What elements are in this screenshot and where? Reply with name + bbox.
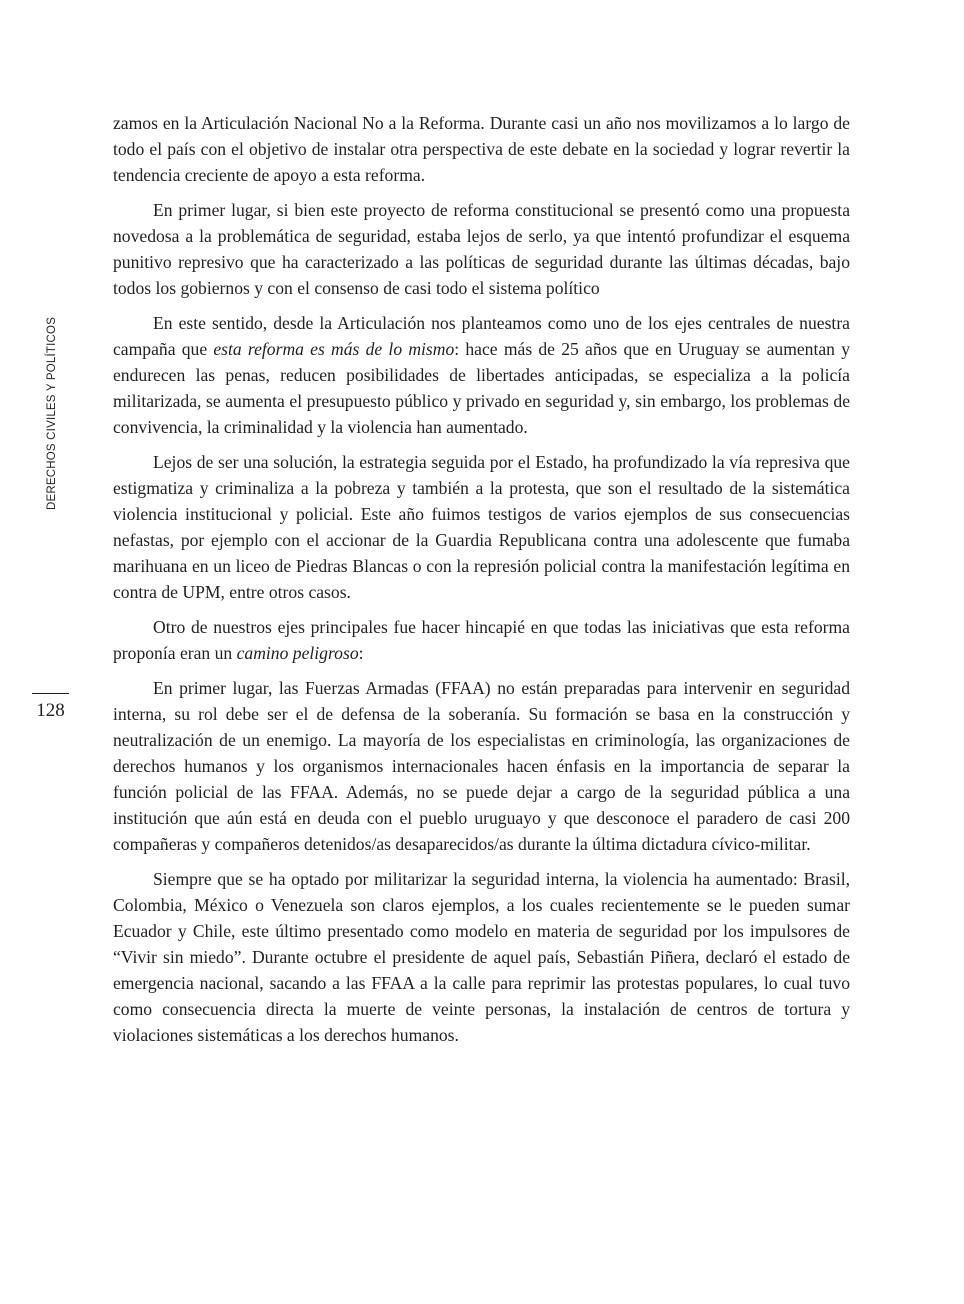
paragraph-4: Lejos de ser una solución, la estrategia seguida por el Estado, ha profundizado la vía represiva que estigmatiza y criminaliza a la pobreza y también a la protesta, que son el resultado de la sistemática violencia institucional y policial. Este año fuimos testigos de varios ejemplos de sus consecuencias nefastas, por ejemplo con el accionar de la Guardia Republicana contra una adolescente que fumaba marihuana en un liceo de Piedras Blancas o con la represión policial contra la manifestación legítima en contra de UPM, entre otros casos. [113, 452, 850, 602]
section-running-head: DERECHOS CIVILES Y POLÍTICOS [46, 316, 58, 510]
paragraph-1: zamos en la Articulación Nacional No a la Reforma. Durante casi un año nos movilizamos a lo largo de todo el país con el objetivo de instalar otra perspectiva de este debate en la sociedad y lograr revertir la tendencia creciente de apoyo a esta reforma. [113, 113, 850, 185]
paragraph-3: En este sentido, desde la Articulación nos planteamos como uno de los ejes centrales de nuestra campaña que esta reforma es más de lo mismo: hace más de 25 años que en Uruguay se aumentan y endurecen las penas, reducen posibilidades de libertades anticipadas, se especializa a la policía militarizada, se aumenta el presupuesto público y privado en seguridad y, sin embargo, los problemas de convivencia, la criminalidad y la violencia han aumentado. [113, 313, 850, 437]
page-number: 128 [36, 700, 65, 721]
emphasis-text: esta reforma es más de lo mismo [213, 339, 455, 359]
page-number-rule [32, 693, 69, 694]
emphasis-text: camino peligroso [236, 643, 359, 663]
body-text [113, 110, 850, 1057]
paragraph-2: En primer lugar, si bien este proyecto de reforma constitucional se presentó como una propuesta novedosa a la problemática de seguridad, estaba lejos de serlo, ya que intentó profundizar el esquema punitivo represivo que ha caracterizado a las políticas de seguridad durante las últimas décadas, bajo todos los gobiernos y con el consenso de casi todo el sistema político [113, 200, 850, 298]
paragraph-5: Otro de nuestros ejes principales fue hacer hincapié en que todas las iniciativas que esta reforma proponía eran un camino peligroso: [113, 617, 850, 663]
paragraph-7: Siempre que se ha optado por militarizar la seguridad interna, la violencia ha aumentado: Brasil, Colombia, México o Venezuela son claros ejemplos, a los cuales recientemente se le pueden sumar Ecuador y Chile, este último presentado como modelo en materia de seguridad por los impulsores de “Vivir sin miedo”. Durante octubre el presidente de aquel país, Sebastián Piñera, declaró el estado de emergencia nacional, sacando a las FFAA a la calle para reprimir las protestas populares, lo cual tuvo como consecuencia directa la muerte de veinte personas, la instalación de centros de tortura y violaciones sistemáticas a los derechos humanos. [113, 869, 850, 1045]
paragraph-6: En primer lugar, las Fuerzas Armadas (FFAA) no están preparadas para intervenir en seguridad interna, su rol debe ser el de defensa de la soberanía. Su formación se basa en la construcción y neutralización de un enemigo. La mayoría de los especialistas en criminología, las organizaciones de derechos humanos y los organismos internacionales hacen énfasis en la importancia de separar la función policial de las FFAA. Además, no se puede dejar a cargo de la seguridad pública a una institución que aún está en deuda con el pueblo uruguayo y que desconoce el paradero de casi 200 compañeras y compañeros detenidos/as desaparecidos/as durante la última dictadura cívico-militar. [113, 678, 850, 854]
